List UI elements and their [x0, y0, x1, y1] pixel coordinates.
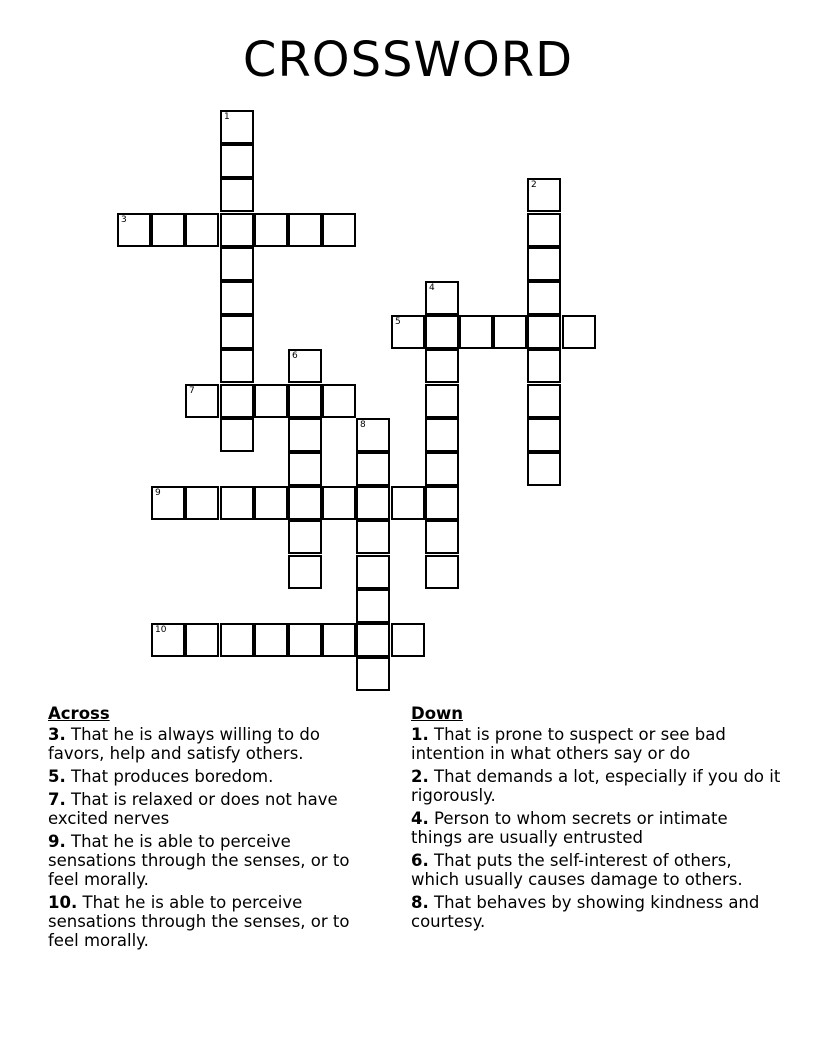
grid-cell[interactable]: [356, 520, 390, 554]
grid-cell[interactable]: [356, 418, 390, 452]
grid-cell[interactable]: [220, 315, 254, 349]
grid-cell[interactable]: [562, 315, 596, 349]
grid-cell[interactable]: [185, 213, 219, 247]
grid-cell[interactable]: [254, 384, 288, 418]
grid-cell[interactable]: [322, 384, 356, 418]
grid-cell[interactable]: [254, 486, 288, 520]
grid-cell[interactable]: [288, 520, 322, 554]
across-heading: Across: [48, 704, 110, 723]
grid-cell[interactable]: [288, 418, 322, 452]
grid-cell[interactable]: [425, 486, 459, 520]
grid-cell[interactable]: [356, 452, 390, 486]
grid-cell[interactable]: [459, 315, 493, 349]
grid-cell[interactable]: [220, 349, 254, 383]
grid-cell[interactable]: [322, 623, 356, 657]
grid-cell[interactable]: [425, 555, 459, 589]
grid-cell[interactable]: [254, 213, 288, 247]
grid-cell[interactable]: [220, 247, 254, 281]
grid-cell[interactable]: [527, 281, 561, 315]
grid-cell[interactable]: [288, 349, 322, 383]
grid-cell[interactable]: [425, 349, 459, 383]
clue-number: 1: [224, 112, 230, 122]
grid-cell[interactable]: [527, 315, 561, 349]
across-clue-9: 9. That he is able to perceive sensations through the senses, or to feel morally.: [48, 832, 350, 889]
grid-cell[interactable]: [288, 555, 322, 589]
grid-cell[interactable]: [151, 213, 185, 247]
grid-cell[interactable]: [220, 623, 254, 657]
grid-cell[interactable]: [425, 384, 459, 418]
grid-cell[interactable]: [185, 486, 219, 520]
grid-cell[interactable]: [356, 486, 390, 520]
grid-cell[interactable]: [220, 384, 254, 418]
clue-number: 3: [121, 215, 127, 225]
grid-cell[interactable]: [288, 384, 322, 418]
down-clue-8: 8. That behaves by showing kindness and courtesy.: [411, 893, 760, 931]
grid-cell[interactable]: [220, 486, 254, 520]
grid-cell[interactable]: [151, 486, 185, 520]
grid-cell[interactable]: [220, 281, 254, 315]
grid-cell[interactable]: [425, 315, 459, 349]
grid-cell[interactable]: [527, 349, 561, 383]
grid-cell[interactable]: [391, 486, 425, 520]
grid-cell[interactable]: [391, 623, 425, 657]
clue-number: 2: [531, 180, 537, 190]
grid-cell[interactable]: [425, 520, 459, 554]
grid-cell[interactable]: [527, 452, 561, 486]
across-clue-3: 3. That he is always willing to do favors, help and satisfy others.: [48, 725, 320, 763]
grid-cell[interactable]: [322, 486, 356, 520]
grid-cell[interactable]: [288, 623, 322, 657]
grid-cell[interactable]: [288, 452, 322, 486]
grid-cell[interactable]: [117, 213, 151, 247]
grid-cell[interactable]: [185, 384, 219, 418]
grid-cell[interactable]: [356, 555, 390, 589]
grid-cell[interactable]: [527, 178, 561, 212]
grid-cell[interactable]: [356, 623, 390, 657]
across-clue-10: 10. That he is able to perceive sensations through the senses, or to feel morally.: [48, 893, 350, 950]
grid-cell[interactable]: [527, 384, 561, 418]
grid-cell[interactable]: [527, 418, 561, 452]
grid-cell[interactable]: [425, 452, 459, 486]
grid-cell[interactable]: [288, 486, 322, 520]
grid-cell[interactable]: [527, 213, 561, 247]
down-clue-4: 4. Person to whom secrets or intimate things are usually entrusted: [411, 809, 728, 847]
across-clues: [48, 704, 378, 954]
grid-cell[interactable]: [185, 623, 219, 657]
across-clue-7: 7. That is relaxed or does not have excited nerves: [48, 790, 338, 828]
grid-cell[interactable]: [220, 213, 254, 247]
clue-number: 4: [429, 283, 435, 293]
down-clue-1: 1. That is prone to suspect or see bad intention in what others say or do: [411, 725, 726, 763]
down-clue-6: 6. That puts the self-interest of others, which usually causes damage to others.: [411, 851, 743, 889]
page-title: CROSSWORD: [242, 32, 574, 88]
grid-cell[interactable]: [220, 144, 254, 178]
grid-cell[interactable]: [527, 247, 561, 281]
clue-number: 7: [189, 386, 195, 396]
grid-cell[interactable]: [356, 657, 390, 691]
grid-cell[interactable]: [322, 213, 356, 247]
clue-number: 8: [360, 420, 366, 430]
grid-cell[interactable]: [151, 623, 185, 657]
grid-cell[interactable]: [254, 623, 288, 657]
grid-cell[interactable]: [220, 418, 254, 452]
clue-number: 9: [155, 488, 161, 498]
grid-cell[interactable]: [288, 213, 322, 247]
clue-number: 6: [292, 351, 298, 361]
grid-cell[interactable]: [493, 315, 527, 349]
down-clue-2: 2. That demands a lot, especially if you do it rigorously.: [411, 767, 781, 805]
grid-cell[interactable]: [425, 281, 459, 315]
down-clues: [411, 704, 781, 935]
grid-cell[interactable]: [391, 315, 425, 349]
across-clue-5: 5. That produces boredom.: [48, 767, 274, 786]
grid-cell[interactable]: [425, 418, 459, 452]
clue-number: 10: [155, 625, 167, 635]
down-heading: Down: [411, 704, 464, 723]
grid-cell[interactable]: [356, 589, 390, 623]
grid-cell[interactable]: [220, 110, 254, 144]
grid-cell[interactable]: [220, 178, 254, 212]
clue-number: 5: [395, 317, 401, 327]
